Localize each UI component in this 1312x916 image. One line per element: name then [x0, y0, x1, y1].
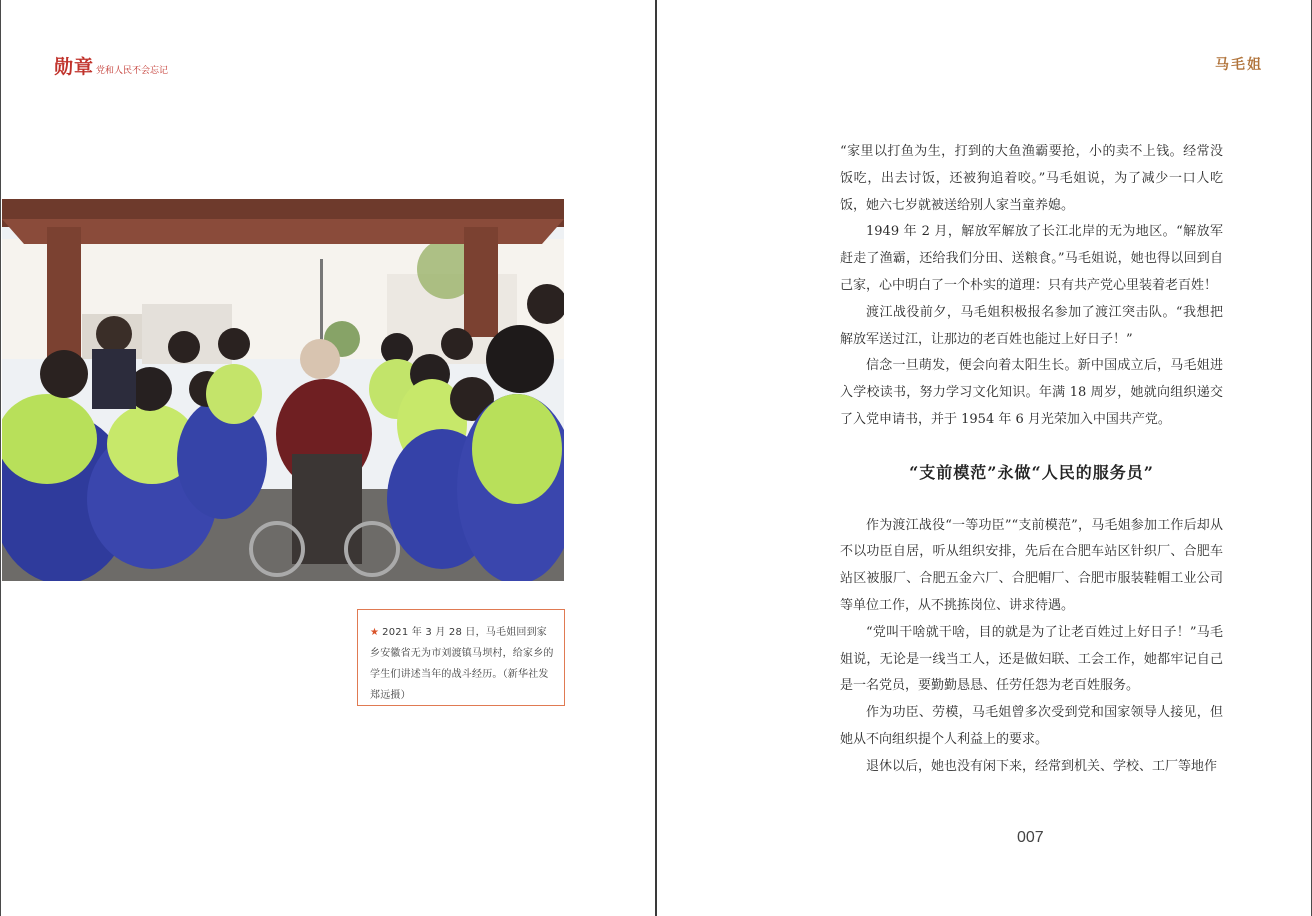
paragraph: 信念一旦萌发，便会向着太阳生长。新中国成立后，马毛姐进入学校读书，努力学习文化知识。年满 18 周岁，她就向组织递交了入党申请书，并于 1954 年 6 月光荣加入中国共产党。 [840, 358, 1223, 427]
paragraph: 作为渡江战役“一等功臣”“支前模范”，马毛姐参加工作后却从不以功臣自居，听从组织安排，先后在合肥车站区针织厂、合肥车站区被服厂、合肥五金六厂、合肥帽厂、合肥市服装鞋帽工业公司等单位工作，从不挑拣岗位、讲求待遇。 [840, 517, 1223, 613]
photo-illustration [2, 199, 564, 581]
star-icon: ★ [370, 627, 380, 638]
photo [2, 199, 564, 581]
paragraph: “党叫干啥就干啥，目的就是为了让老百姓过上好日子！”马毛姐说，无论是一线当工人，还是做妇联、工会工作，她都牢记自己是一名党员，要勤勤恳恳、任劳任怨为老百姓服务。 [840, 624, 1223, 694]
article-body [840, 139, 1223, 781]
book-logo: 勋章 [54, 56, 95, 78]
paragraph: 1949 年 2 月，解放军解放了长江北岸的无为地区。“解放军赶走了渔霸，还给我们分田、送粮食。”马毛姐说，她也得以回到自己家，心中明白了一个朴实的道理：只有共产党心里装着老百姓！ [840, 224, 1223, 293]
left-page [0, 0, 655, 916]
right-page [657, 0, 1312, 916]
paragraph: 退休以后，她也没有闲下来，经常到机关、学校、工厂等地作 [866, 758, 1218, 774]
section-heading: “支前模范”永做“人民的服务员” [909, 462, 1154, 482]
page-number: 007 [1017, 829, 1044, 846]
running-header-right: 马毛姐 [1215, 57, 1263, 73]
running-header-left [54, 52, 168, 79]
book-subtitle: 党和人民不会忘记 [96, 66, 169, 76]
paragraph: “家里以打鱼为生，打到的大鱼渔霸要抢，小的卖不上钱。经常没饭吃，出去讨饭，还被狗追着咬。”马毛姐说，为了减少一口人吃饭，她六七岁就被送给别人家当童养媳。 [840, 144, 1223, 213]
paragraph: 渡江战役前夕，马毛姐积极报名参加了渡江突击队。“我想把解放军送过江，让那边的老百姓也能过上好日子！” [840, 304, 1223, 347]
caption-text: 2021 年 3 月 28 日，马毛姐回到家乡安徽省无为市刘渡镇马坝村，给家乡的学生们讲述当年的战斗经历。（新华社发 郑远摄） [370, 627, 559, 701]
photo-caption [357, 609, 565, 706]
paragraph: 作为功臣、劳模，马毛姐曾多次受到党和国家领导人接见，但她从不向组织提个人利益上的要求。 [840, 705, 1223, 747]
